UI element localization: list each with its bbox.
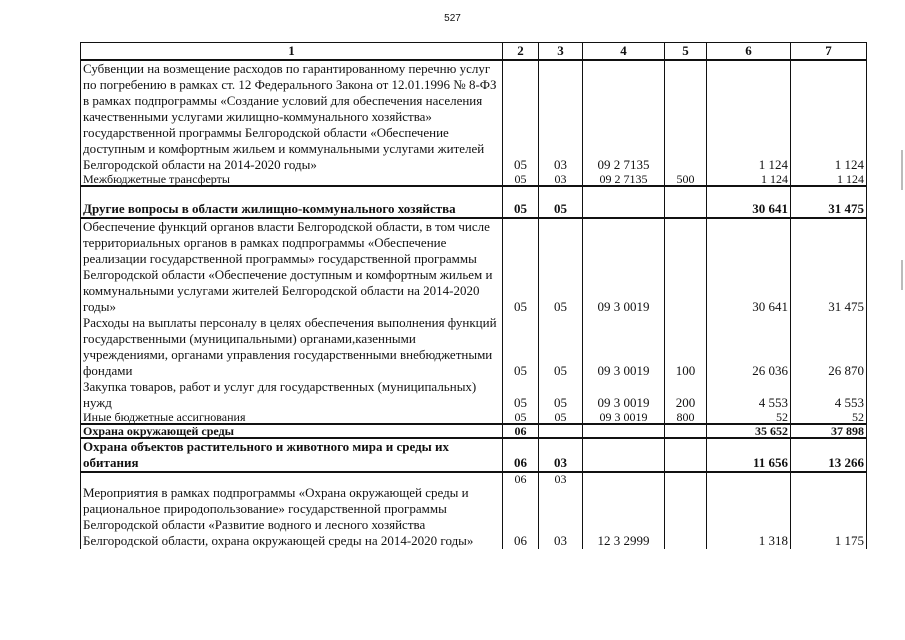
row-razdel: 06 bbox=[503, 438, 539, 472]
row-csr bbox=[583, 472, 665, 485]
row-vr: 500 bbox=[665, 173, 707, 186]
row-sum-2016: 37 898 bbox=[791, 424, 867, 438]
row-razdel: 05 bbox=[503, 186, 539, 218]
row-sum-2016: 1 175 bbox=[791, 485, 867, 549]
row-description: Охрана окружающей среды bbox=[81, 424, 503, 438]
row-podrazdel: 03 bbox=[539, 173, 583, 186]
row-podrazdel: 05 bbox=[539, 379, 583, 411]
table-row bbox=[81, 173, 867, 186]
table-row bbox=[81, 472, 867, 485]
row-description: Обеспечение функций органов власти Белгородской области, в том числе территориальных органов в рамках подпрограммы «Обеспечение реализации государственной программы» государственной программы Белгородской области «Обеспечение доступным и комфортным жильем и коммунальными услугами жителей Белгородской области на 2014-2020 годы» bbox=[81, 218, 503, 315]
table-row bbox=[81, 411, 867, 424]
row-podrazdel: 03 bbox=[539, 438, 583, 472]
row-csr bbox=[583, 186, 665, 218]
row-vr bbox=[665, 60, 707, 173]
row-description: Закупка товаров, работ и услуг для государственных (муниципальных) нужд bbox=[81, 379, 503, 411]
header-col-6: 6 bbox=[707, 43, 791, 61]
row-sum-2015: 1 124 bbox=[707, 173, 791, 186]
table-row bbox=[81, 424, 867, 438]
row-description: Субвенции на возмещение расходов по гарантированному перечню услуг по погребению в рамках ст. 12 Федерального Закона от 12.01.1996 № 8-ФЗ в рамках подпрограммы «Создание условий для обеспечения населения качественными услугами жилищно-коммунального хозяйства» государственной программы Белгородской области «Обеспечение доступным и комфортным жильем и коммунальными услугами жителей Белгородской области на 2014-2020 годы» bbox=[81, 60, 503, 173]
row-razdel: 05 bbox=[503, 379, 539, 411]
row-podrazdel: 05 bbox=[539, 411, 583, 424]
header-col-1: 1 bbox=[81, 43, 503, 61]
row-vr: 200 bbox=[665, 379, 707, 411]
row-razdel: 06 bbox=[503, 472, 539, 485]
row-sum-2015: 35 652 bbox=[707, 424, 791, 438]
row-csr: 09 3 0019 bbox=[583, 218, 665, 315]
row-sum-2016 bbox=[791, 472, 867, 485]
page-number: 527 bbox=[444, 13, 461, 24]
row-sum-2016: 1 124 bbox=[791, 173, 867, 186]
row-sum-2015: 1 318 bbox=[707, 485, 791, 549]
row-vr: 800 bbox=[665, 411, 707, 424]
row-description: Мероприятия в рамках подпрограммы «Охрана окружающей среды и рациональное природопользование» государственной программы Белгородской области «Развитие водного и лесного хозяйства Белгородской области, охрана окружающей среды на 2014-2020 годы» bbox=[81, 485, 503, 549]
row-razdel: 06 bbox=[503, 424, 539, 438]
header-col-3: 3 bbox=[539, 43, 583, 61]
row-sum-2016: 1 124 bbox=[791, 60, 867, 173]
row-csr: 09 3 0019 bbox=[583, 411, 665, 424]
row-description: Межбюджетные трансферты bbox=[81, 173, 503, 186]
row-sum-2015: 52 bbox=[707, 411, 791, 424]
row-description: Расходы на выплаты персоналу в целях обеспечения выполнения функций государственными (муниципальными) органами,казенными учреждениями, органами управления государственными внебюджетными фондами bbox=[81, 315, 503, 379]
header-col-2: 2 bbox=[503, 43, 539, 61]
row-sum-2015: 11 656 bbox=[707, 438, 791, 472]
row-sum-2016: 31 475 bbox=[791, 218, 867, 315]
row-sum-2016: 13 266 bbox=[791, 438, 867, 472]
row-podrazdel: 05 bbox=[539, 218, 583, 315]
row-podrazdel: 03 bbox=[539, 472, 583, 485]
row-razdel: 05 bbox=[503, 60, 539, 173]
row-podrazdel: 03 bbox=[539, 60, 583, 173]
row-description bbox=[81, 472, 503, 485]
row-vr bbox=[665, 424, 707, 438]
row-podrazdel: 03 bbox=[539, 485, 583, 549]
row-description: Другие вопросы в области жилищно-коммунального хозяйства bbox=[81, 186, 503, 218]
row-razdel: 05 bbox=[503, 315, 539, 379]
row-sum-2015: 30 641 bbox=[707, 218, 791, 315]
table-header-row bbox=[81, 43, 867, 61]
row-description: Иные бюджетные ассигнования bbox=[81, 411, 503, 424]
scan-edge-mark bbox=[901, 260, 903, 290]
row-vr bbox=[665, 186, 707, 218]
row-sum-2015: 4 553 bbox=[707, 379, 791, 411]
table-row bbox=[81, 60, 867, 173]
row-podrazdel: 05 bbox=[539, 186, 583, 218]
row-sum-2015 bbox=[707, 472, 791, 485]
row-csr bbox=[583, 424, 665, 438]
budget-table bbox=[80, 42, 867, 549]
table-row bbox=[81, 218, 867, 315]
row-vr: 100 bbox=[665, 315, 707, 379]
row-vr bbox=[665, 472, 707, 485]
table-row bbox=[81, 379, 867, 411]
table-row bbox=[81, 485, 867, 549]
scan-edge-mark bbox=[901, 150, 903, 190]
row-sum-2015: 26 036 bbox=[707, 315, 791, 379]
row-razdel: 05 bbox=[503, 411, 539, 424]
row-sum-2015: 30 641 bbox=[707, 186, 791, 218]
row-razdel: 06 bbox=[503, 485, 539, 549]
row-sum-2016: 52 bbox=[791, 411, 867, 424]
table-row bbox=[81, 186, 867, 218]
table-row bbox=[81, 315, 867, 379]
row-csr: 12 3 2999 bbox=[583, 485, 665, 549]
row-description: Охрана объектов растительного и животного мира и среды их обитания bbox=[81, 438, 503, 472]
header-col-7: 7 bbox=[791, 43, 867, 61]
row-csr: 09 3 0019 bbox=[583, 379, 665, 411]
row-sum-2016: 26 870 bbox=[791, 315, 867, 379]
row-vr bbox=[665, 218, 707, 315]
row-vr bbox=[665, 485, 707, 549]
header-col-5: 5 bbox=[665, 43, 707, 61]
row-sum-2016: 31 475 bbox=[791, 186, 867, 218]
row-sum-2015: 1 124 bbox=[707, 60, 791, 173]
row-csr: 09 3 0019 bbox=[583, 315, 665, 379]
row-podrazdel bbox=[539, 424, 583, 438]
row-podrazdel: 05 bbox=[539, 315, 583, 379]
row-csr: 09 2 7135 bbox=[583, 173, 665, 186]
table-row bbox=[81, 438, 867, 472]
row-razdel: 05 bbox=[503, 218, 539, 315]
row-razdel: 05 bbox=[503, 173, 539, 186]
row-csr bbox=[583, 438, 665, 472]
header-col-4: 4 bbox=[583, 43, 665, 61]
row-sum-2016: 4 553 bbox=[791, 379, 867, 411]
row-vr bbox=[665, 438, 707, 472]
row-csr: 09 2 7135 bbox=[583, 60, 665, 173]
